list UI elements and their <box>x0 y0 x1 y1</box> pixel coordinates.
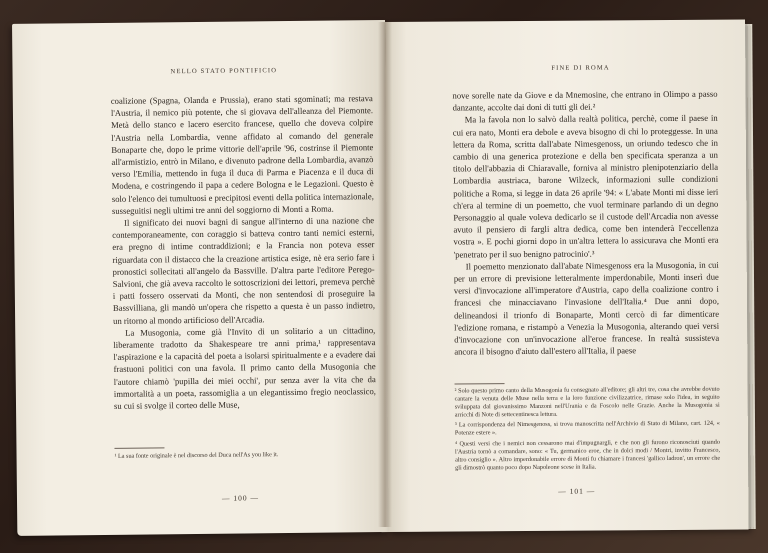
paragraph: Il poemetto menzionato dall'abate Nimesgenoss era la Musogonia, in cui per un errore di previsione letteralmente imperdonabile, Monti inserì due versi d'invocazione all'imperatore d'Austria, capo della coalizione contro i francesi che minacciavano l'invasione dell'Italia.⁴ Due anni dopo, delineandosi il trionfo di Bonaparte, Monti cercò di far dimenticare l'edizione romana, e ristampò a Venezia la Musogonia, alterando quei versi d'invocazione con un'invocazione all'eroe francese. In realtà sussisteva ancora il bisogno d'aiuto dall'estero all'Italia, il paese <box>453 259 720 357</box>
left-page <box>12 20 390 536</box>
footnote-rule-right <box>455 383 505 384</box>
body-text-right <box>452 88 719 358</box>
paragraph: La Musogonia, come già l'Invito di un solitario a un cittadino, liberamente tradotto da Shakespeare tre anni prima,¹ rappresentava l'aspirazione e la capacità del poeta a isolarsi spiritualmente e a evadere dai frastuoni politici con una favola. Il primo canto della Musogonia che l'autore chiamò 'pupilla dei miei occhi', pur senza aver la vita che da immortalità a un poeta, rassomiglia a un elegantissimo fregio neoclassico, su cui si svolge il corteo delle Muse, <box>113 324 376 411</box>
open-book <box>12 8 754 544</box>
right-page <box>385 19 749 532</box>
footnotes-right <box>455 386 721 475</box>
footnote: ¹ La sua fonte originale è nel discorso del Duca nell'As you like it. <box>114 451 279 460</box>
body-text-left <box>111 92 376 412</box>
footnote: ² Solo questo primo canto della Musogonia fu consegnato all'editore; gli altri tre, cosa che avrebbe dovuto cantare la venuta delle Muse nella terra e la loro funzione civilizzatrice, rimase solo l'idea, in seguito sviluppata dal giovanissimo Manzoni nell'Urania e da Foscolo nelle Grazie. Anche la Musogonia si arricchì di Note di settecentinesca lettura. <box>454 385 720 419</box>
paragraph: coalizione (Spagna, Olanda e Prussia), erano stati sgominati; ma restava l'Austria, il nemico più potente, che si giovava dell'alleanza del Piemonte. Metà dello stanco e lacero esercito francese, quello che doveva colpire l'Austria nella Lombardia, venne affidato al comando del generale Bonaparte che, dopo le prime vittorie dell'aprile '96, costrinse il Piemonte all'armistizio, entrò in Milano, e divenuto padrone della Lombardia, avanzò verso l'Emilia, mettendo in fuga il duca di Parma e Piacenza e il duca di Modena, e costringendo il papa a cedere Bologna e le Legazioni. Questo è solo l'elenco dei tumultuosi e precipitosi eventi della politica internazionale, susseguitisi negli ultimi tre anni del soggiorno di Monti a Roma. <box>110 93 374 216</box>
footnote: ⁴ Questi versi che i nemici non cessarono mai d'impugnargli, e che non gli furono riconosciuti quando l'Austria tornò a comandare, sono: « Tu, germanico eroe, che in dolci modi / Montri, invitto Francesco, altro consiglio ». Altro imperdonabile errore di Monti fu chiamare i francesi 'gallico ladron', un errore che gli dimostrò quanto poco dopo Napoleone scese in Italia. <box>454 438 721 472</box>
footnote-rule-left <box>114 447 164 449</box>
page-number-left: — 100 — <box>221 493 260 503</box>
paragraph: Il significato dei nuovi bagni di sangue all'interno di una nazione che contemporaneamente, con coraggio si batteva contro tanti nemici esterni, era pregno di intime contraddizioni; e la Francia non poteva esser riguardata con il distacco che la creazione artistica esige, nè era serio fare i pronostici sollecitati all'angelo da Bassville. D'altra parte l'editore Perego-Salvioni, che già aveva raccolto le sottoscrizioni dei lettori, premeva perchè i patti fossero osservati da Monti, che non sentendosi di proseguire la Bassvilliana, gli mandò un'opera che rispetto a questa è un passo indietro, un ritorno al mondo artificioso dell'Arcadia. <box>112 215 376 326</box>
book-spine-shadow <box>378 22 392 527</box>
paragraph: Ma la favola non lo salvò dalla realtà politica, perchè, come il paese in cui era nato, Monti era debole e aveva bisogno di chi lo proteggesse. In una lettera da Roma, scritta dall'abate Nimesgenoss, un oriundo tedesco che in cambio di una generica protezione e della ben specificata speranza a un titolo dell'abbazia di Chiaravalle, forniva al ministro plenipotenziario della Lombardia austriaca, barone Wilzeck, informazioni sulle condizioni politiche a Roma, si legge in data 26 aprile '94: « L'abate Monti mi disse ieri ch'era al termine di un poemetto, che vuol terminare parlando di un degno Personaggio al quale voleva dedicarlo se il custode dell'Arcadia non avesse avuto il pensiero di fargli altra dedica, come ben intenderà l'eccellenza vostra ». E pochi giorni dopo in un'altra lettera lo assicurava che Monti era 'penetrato per il suo benigno patrocinio'.³ <box>452 113 719 260</box>
page-number-right: — 101 — <box>558 486 596 496</box>
paragraph: nove sorelle nate da Giove e da Mnemosine, che entrano in Olimpo a passo danzante, accolte dai doni di tutti gli dei.² <box>452 88 718 113</box>
footnotes-left <box>115 450 377 463</box>
footnote: ³ La corrispondenza del Nimesgenoss, si trova manoscritta nell'Archivio di Stato di Milano, cart. 124, « Potenze estere ». <box>454 420 720 437</box>
running-head-right: FINE DI ROMA <box>551 64 610 72</box>
running-head-left: NELLO STATO PONTIFICIO <box>170 67 278 76</box>
